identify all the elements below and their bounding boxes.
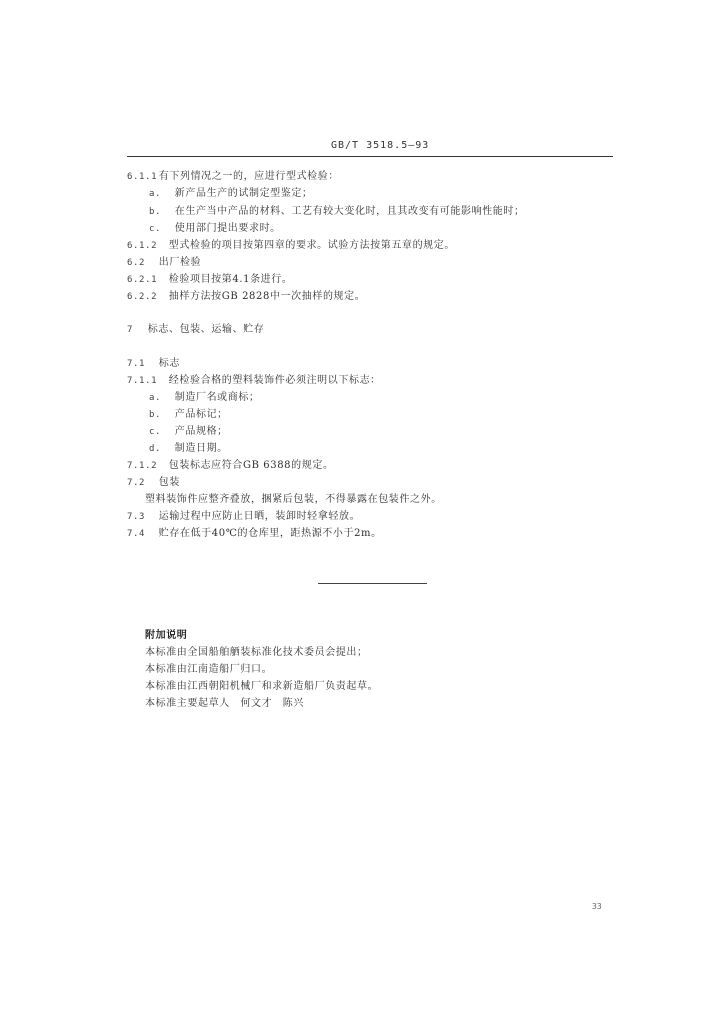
item-text: 产品标记；: [174, 409, 228, 420]
notes-line: 本标准由江南造船厂归口。: [145, 664, 273, 675]
clause-number: 6.2.1: [127, 275, 158, 285]
clause-text: 抽样方法按GB 2828中一次抽样的规定。: [168, 291, 366, 302]
item-marker: d.: [149, 444, 162, 454]
clause-number: 7.2: [127, 478, 146, 488]
list-item-b: [149, 409, 228, 421]
section-number: 7: [127, 325, 134, 335]
clause-6-2: [127, 257, 201, 269]
clause-text: 包装标志应符合GB 6388的规定。: [168, 460, 334, 471]
clause-6-2-1: [127, 274, 292, 286]
clause-number: 6.2.2: [127, 292, 158, 302]
list-item-c: [149, 223, 281, 235]
clause-text: 运输过程中应防止日晒，装卸时轻拿轻放。: [158, 511, 361, 522]
list-item-a: [149, 392, 260, 404]
end-of-text-rule: [318, 583, 427, 584]
standard-code-header: GB/T 3518.5—93: [331, 140, 430, 151]
clause-text: 贮存在低于40℃的仓库里，距热源不小于2m。: [158, 528, 382, 539]
clause-text: 出厂检验: [158, 257, 202, 268]
notes-line: 本标准由江西朝阳机械厂和求新造船厂负责起草。: [145, 681, 379, 692]
page-number: 33: [592, 902, 602, 911]
item-marker: b.: [149, 410, 162, 420]
clause-text: 检验项目按第4.1条进行。: [168, 274, 293, 285]
clause-7-1: [127, 358, 180, 370]
item-text: 制造厂名或商标；: [174, 392, 260, 403]
list-item-c: [149, 426, 228, 438]
item-text: 新产品生产的试制定型鉴定；: [174, 188, 313, 199]
notes-line: 本标准由全国船舶舾装标准化技术委员会提出；: [145, 647, 368, 658]
clause-7-1-1: [127, 375, 381, 387]
section-title: 标志、包装、运输、贮存: [147, 324, 265, 335]
clause-number: 7.1: [127, 359, 146, 369]
clause-text: 标志: [158, 358, 180, 369]
list-item-d: [149, 443, 228, 455]
item-marker: a.: [149, 393, 162, 403]
clause-number: 6.1.1: [127, 172, 158, 182]
clause-number: 6.1.2: [127, 241, 158, 251]
item-text: 制造日期。: [174, 443, 228, 454]
clause-7-3: [127, 511, 360, 523]
clause-7-2: [127, 477, 180, 489]
item-text: 在生产当中产品的材料、工艺有较大变化时，且其改变有可能影响性能时；: [174, 206, 525, 217]
clause-7-1-2: [127, 460, 334, 472]
clause-number: 7.1.1: [127, 376, 158, 386]
clause-number: 7.1.2: [127, 461, 158, 471]
clause-number: 7.4: [127, 529, 146, 539]
list-item-a: [149, 188, 313, 200]
clause-7-2-body: [145, 494, 442, 506]
clause-6-2-2: [127, 291, 365, 303]
clause-6-1-2: [127, 240, 455, 252]
clause-number: 6.2: [127, 258, 146, 268]
section-7-heading: [127, 324, 264, 336]
clause-6-1-1: [127, 171, 339, 183]
clause-text: 有下列情况之一的，应进行型式检验：: [158, 171, 339, 182]
clause-text: 包装: [158, 477, 180, 488]
clause-number: 7.3: [127, 512, 146, 522]
clause-text: 经检验合格的塑料装饰件必须注明以下标志：: [168, 375, 381, 386]
item-marker: a.: [149, 189, 162, 199]
notes-title: 附加说明: [145, 630, 188, 641]
clause-text: 型式检验的项目按第四章的要求。试验方法按第五章的规定。: [168, 240, 455, 251]
clause-text: 塑料装饰件应整齐叠放，捆紧后包装，不得暴露在包装件之外。: [145, 494, 442, 505]
notes-line: 本标准主要起草人 何文才 陈兴: [145, 698, 304, 709]
item-marker: b.: [149, 207, 162, 217]
item-marker: c.: [149, 224, 162, 234]
item-text: 使用部门提出要求时。: [174, 223, 281, 234]
list-item-b: [149, 206, 525, 218]
item-text: 产品规格；: [174, 426, 228, 437]
item-marker: c.: [149, 427, 162, 437]
clause-7-4: [127, 528, 382, 540]
header-rule: [127, 156, 613, 157]
